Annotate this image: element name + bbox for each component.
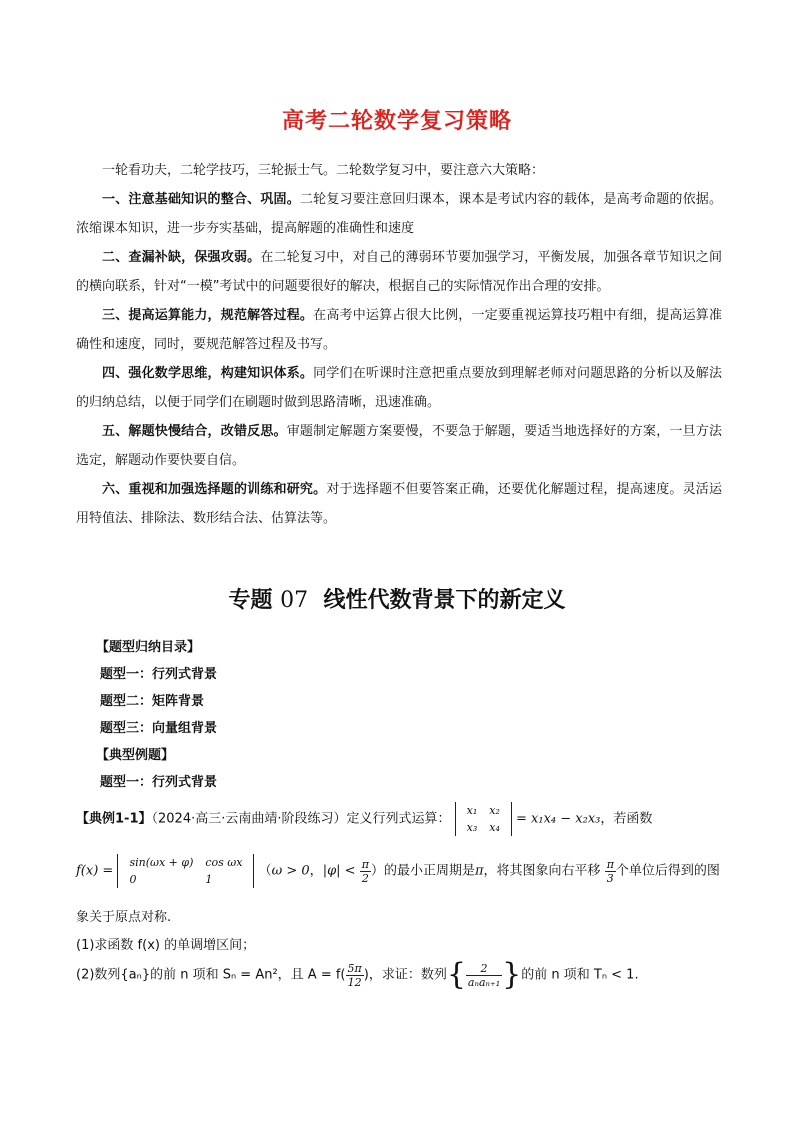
strategy-3 bbox=[76, 301, 722, 359]
function-determinant bbox=[117, 854, 254, 888]
function-lhs: f(x) = bbox=[76, 863, 114, 879]
f-det-b: cos ωx bbox=[205, 856, 243, 869]
strategy-6-body: 对于选择题不但要答案正确，还要优化解题过程，提高速度。灵活运用特值法、排除法、数形结合法、估算法等。 bbox=[76, 482, 722, 526]
strategy-3-lead: 三、提高运算能力，规范解答过程。 bbox=[102, 308, 314, 323]
cond-phi: |φ| < bbox=[322, 863, 356, 879]
catalog-item-1: 题型一：行列式背景 bbox=[100, 667, 218, 682]
example-source: （2024·高三·云南曲靖·阶段练习）定义行列式运算： bbox=[151, 811, 451, 827]
catalog-heading: 【题型归纳目录】 bbox=[96, 640, 201, 655]
strategy-2-lead: 二、查漏补缺，保强攻弱。 bbox=[102, 250, 261, 265]
strategy-6 bbox=[76, 475, 722, 533]
strategy-2 bbox=[76, 243, 722, 301]
q2-part-c: 的前 n 项和 Tₙ < 1. bbox=[521, 967, 639, 983]
catalog-item-3: 题型三：向量组背景 bbox=[100, 721, 218, 736]
main-title: 高考二轮数学复习策略 bbox=[281, 109, 512, 134]
det-x2: x₂ bbox=[489, 804, 500, 817]
strategy-4-body: 同学们在听课时注意把重点要放到理解老师对问题思路的分析以及解法的归纳总结，以便于同学们在刷题时做到思路清晰，迅速准确。 bbox=[76, 366, 722, 410]
topic-name: 线性代数背景下的新定义 bbox=[323, 587, 566, 613]
example-line-2 bbox=[76, 854, 720, 888]
q2-den: aₙaₙ₊₁ bbox=[467, 975, 501, 989]
pi-over-2-num: π bbox=[361, 857, 369, 871]
f-det-a: sin(ωx + φ) bbox=[129, 856, 194, 869]
left-brace: { bbox=[446, 957, 466, 992]
strategy-4 bbox=[76, 359, 722, 417]
det-x1: x₁ bbox=[466, 804, 478, 817]
strategy-5-lead: 五、解题快慢结合，改错反思。 bbox=[102, 424, 287, 439]
cond-omega: ω > 0 bbox=[271, 863, 310, 879]
q2-part-a: (2)数列{aₙ}的前 n 项和 Sₙ = An²，且 A = f( bbox=[76, 967, 346, 983]
question-2 bbox=[76, 957, 639, 992]
question-type-outline bbox=[96, 634, 700, 796]
sequence-fraction bbox=[466, 962, 502, 989]
topic-number: 07 bbox=[280, 588, 309, 613]
intro-opening: 一轮看功夫，二轮学技巧，三轮振士气。二轮数学复习中，要注意六大策略： bbox=[102, 163, 545, 178]
cond-close: ） bbox=[370, 863, 384, 879]
intro-section bbox=[76, 156, 722, 533]
catalog-item-2: 题型二：矩阵背景 bbox=[100, 694, 205, 709]
strategy-1 bbox=[76, 185, 722, 243]
topic-prefix: 专题 bbox=[228, 587, 273, 613]
examples-heading: 【典型例题】 bbox=[96, 748, 175, 763]
pi-over-2 bbox=[360, 858, 371, 885]
strategy-5 bbox=[76, 417, 722, 475]
strategy-5-body: 审题制定解题方案要慢，不要急于解题，要适当地选择好的方案，一旦方法选定，解题动作要快要自信。 bbox=[76, 424, 722, 468]
shift-text: ，将其图象向右平移 bbox=[483, 863, 601, 879]
topic-title bbox=[0, 583, 794, 614]
current-type-heading: 题型一：行列式背景 bbox=[100, 775, 218, 790]
det-result: = x₁x₄ − x₂x₃ bbox=[516, 811, 601, 827]
right-brace: } bbox=[502, 957, 522, 992]
example-line-1 bbox=[76, 802, 652, 836]
after-shift-text: 个单位后得到的图 bbox=[615, 863, 720, 879]
strategy-6-lead: 六、重视和加强选择题的训练和研究。 bbox=[102, 482, 327, 497]
q2-12: 12 bbox=[347, 975, 362, 989]
pi-over-2-den: 2 bbox=[361, 871, 369, 885]
pi-over-3 bbox=[605, 858, 616, 885]
strategy-1-lead: 一、注意基础知识的整合、巩固。 bbox=[102, 192, 300, 207]
cond-sep: ， bbox=[309, 863, 323, 879]
after-definition-text: ，若函数 bbox=[600, 811, 653, 827]
q2-part-b: )，求证：数列 bbox=[363, 967, 447, 983]
q2-num: 2 bbox=[466, 962, 502, 976]
strategy-2-body: 在二轮复习中，对自己的薄弱环节要加强学习，平衡发展，加强各章节知识之间的横向联系，针对“一模”考试中的问题要很好的解决，根据自己的实际情况作出合理的安排。 bbox=[76, 250, 722, 294]
example-tag: 【典例1-1】 bbox=[76, 811, 152, 827]
period-pi: π bbox=[474, 863, 484, 879]
strategy-3-body: 在高考中运算占很大比例，一定要重视运算技巧粗中有细，提高运算准确性和速度，同时，要规范解答过程及书写。 bbox=[76, 308, 722, 352]
det-x4: x₄ bbox=[489, 821, 500, 834]
pi-over-3-num: π bbox=[606, 857, 614, 871]
pi-over-3-den: 3 bbox=[606, 871, 614, 885]
determinant-definition bbox=[455, 802, 512, 836]
q2-5pi: 5π bbox=[347, 961, 362, 975]
strategy-1-body: 二轮复习要注意回归课本，课本是考试内容的载体，是高考命题的依据。浓缩课本知识，进一步夯实基础，提高解题的准确性和速度 bbox=[76, 192, 722, 236]
cond-open: （ bbox=[258, 863, 272, 879]
example-1-1 bbox=[76, 800, 722, 1000]
question-1: (1)求函数 f(x) 的单调增区间； bbox=[76, 938, 256, 953]
det-x3: x₃ bbox=[466, 821, 478, 834]
example-line-3: 象关于原点对称. bbox=[76, 910, 172, 925]
f-det-d: 1 bbox=[205, 873, 213, 886]
five-pi-over-12 bbox=[346, 962, 364, 989]
mid-text: 的最小正周期是 bbox=[383, 863, 475, 879]
f-det-c: 0 bbox=[129, 873, 137, 886]
strategy-4-lead: 四、强化数学思维，构建知识体系。 bbox=[102, 366, 314, 381]
